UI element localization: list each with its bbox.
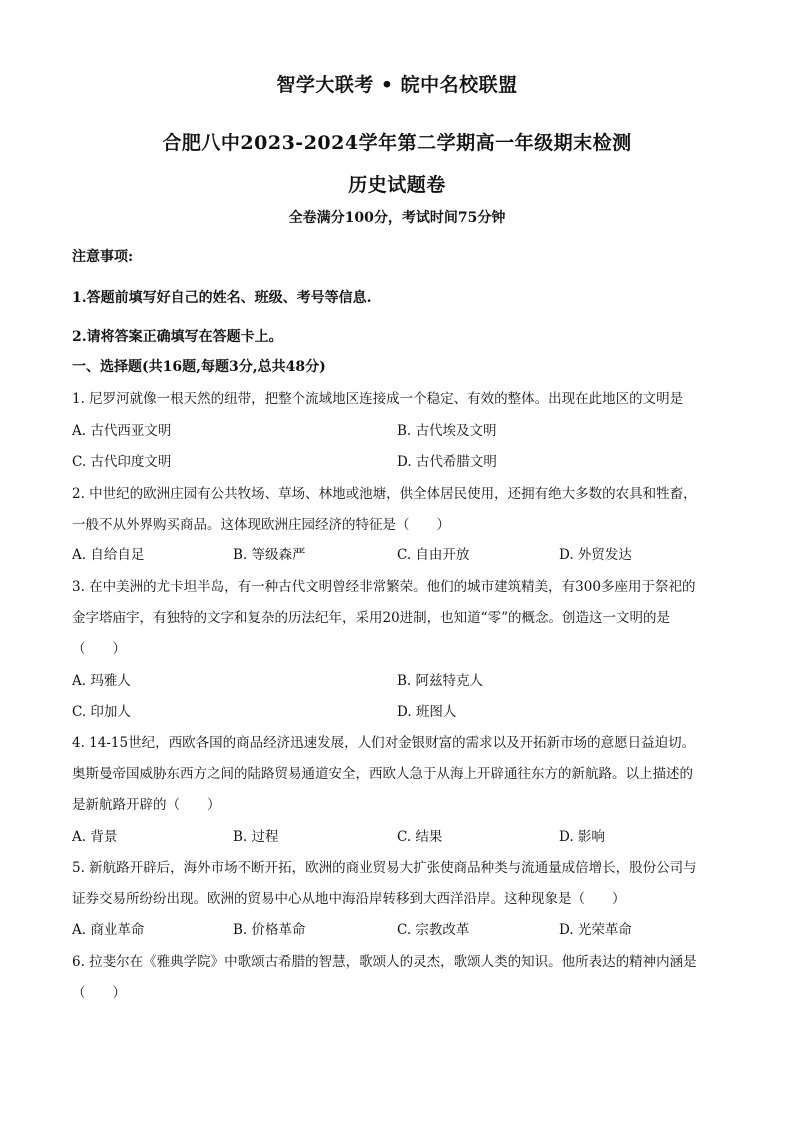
question-6-text: 6. 拉斐尔在《雅典学院》中歌颂古希腊的智慧，歌颂人的灵杰，歌颂人类的知识。他所表达的精神内涵是 (72, 954, 697, 970)
question-3-text: 金字塔庙宇，有独特的文字和复杂的历法纪年，采用20进制，也知道“零”的概念。创造这一文明的是 (72, 610, 670, 626)
question-1-option-a: A. 古代西亚文明 (72, 423, 172, 439)
question-4-option-b: B. 过程 (233, 829, 279, 845)
exam-subject-title: 历史试题卷 (348, 174, 446, 196)
question-2-option-d: D. 外贸发达 (559, 547, 632, 563)
question-2-text: 一般不从外界购买商品。这体现欧洲庄园经济的特征是（ ） (72, 517, 450, 533)
question-6-text: （ ） (72, 985, 126, 1001)
question-1-option-b: B. 古代埃及文明 (397, 423, 497, 439)
question-1-option-d: D. 古代希腊文明 (397, 454, 497, 470)
question-2-option-c: C. 自由开放 (397, 547, 470, 563)
question-5-text: 证券交易所纷纷出现。欧洲的贸易中心从地中海沿岸转移到大西洋沿岸。这种现象是（ ） (72, 891, 626, 907)
exam-info-subtitle: 全卷满分100分，考试时间75分钟 (288, 210, 506, 226)
question-1-text: 1. 尼罗河就像一根天然的纽带，把整个流域地区连接成一个稳定、有效的整体。出现在此地区的文明是 (72, 391, 684, 407)
question-3-option-d: D. 班图人 (397, 704, 457, 720)
question-3-text: （ ） (72, 641, 126, 657)
question-5-option-b: B. 价格革命 (233, 922, 306, 938)
question-4-text: 4. 14-15世纪，西欧各国的商品经济迅速发展，人们对金银财富的需求以及开拓新市场的意愿日益迫切。 (72, 735, 696, 751)
question-4-option-d: D. 影响 (559, 829, 605, 845)
question-4-option-a: A. 背景 (72, 829, 118, 845)
question-2-option-b: B. 等级森严 (233, 547, 306, 563)
section-heading: 一、选择题(共16题,每题3分,总共48分) (72, 359, 326, 375)
notes-item: 2.请将答案正确填写在答题卡上。 (72, 329, 283, 345)
question-5-option-c: C. 宗教改革 (397, 922, 470, 938)
notes-heading: 注意事项: (72, 249, 134, 265)
question-4-text: 奥斯曼帝国威胁东西方之间的陆路贸易通道安全，西欧人急于从海上开辟通往东方的新航路。以上描述的 (72, 766, 693, 782)
question-5-option-a: A. 商业革命 (72, 922, 145, 938)
exam-school-title: 合肥八中2023-2024学年第二学期高一年级期末检测 (162, 132, 632, 154)
question-3-option-a: A. 玛雅人 (72, 673, 131, 689)
question-2-text: 2. 中世纪的欧洲庄园有公共牧场、草场、林地或池塘，供全体居民使用，还拥有绝大多数的农具和牲畜， (72, 486, 697, 502)
exam-brand-title: 智学大联考 • 皖中名校联盟 (276, 74, 518, 96)
question-3-option-b: B. 阿兹特克人 (397, 673, 484, 689)
question-2-option-a: A. 自给自足 (72, 547, 145, 563)
question-1-option-c: C. 古代印度文明 (72, 454, 172, 470)
question-5-option-d: D. 光荣革命 (559, 922, 632, 938)
question-4-text: 是新航路开辟的（ ） (72, 797, 221, 813)
notes-item: 1.答题前填写好自己的姓名、班级、考号等信息. (72, 290, 372, 306)
question-5-text: 5. 新航路开辟后，海外市场不断开拓，欧洲的商业贸易大扩张使商品种类与流通量成倍增长，股份公司与 (72, 860, 697, 876)
question-3-text: 3. 在中美洲的尤卡坦半岛，有一种古代文明曾经非常繁荣。他们的城市建筑精美，有300多座用于祭祀的 (72, 579, 696, 595)
question-3-option-c: C. 印加人 (72, 704, 131, 720)
question-4-option-c: C. 结果 (397, 829, 443, 845)
